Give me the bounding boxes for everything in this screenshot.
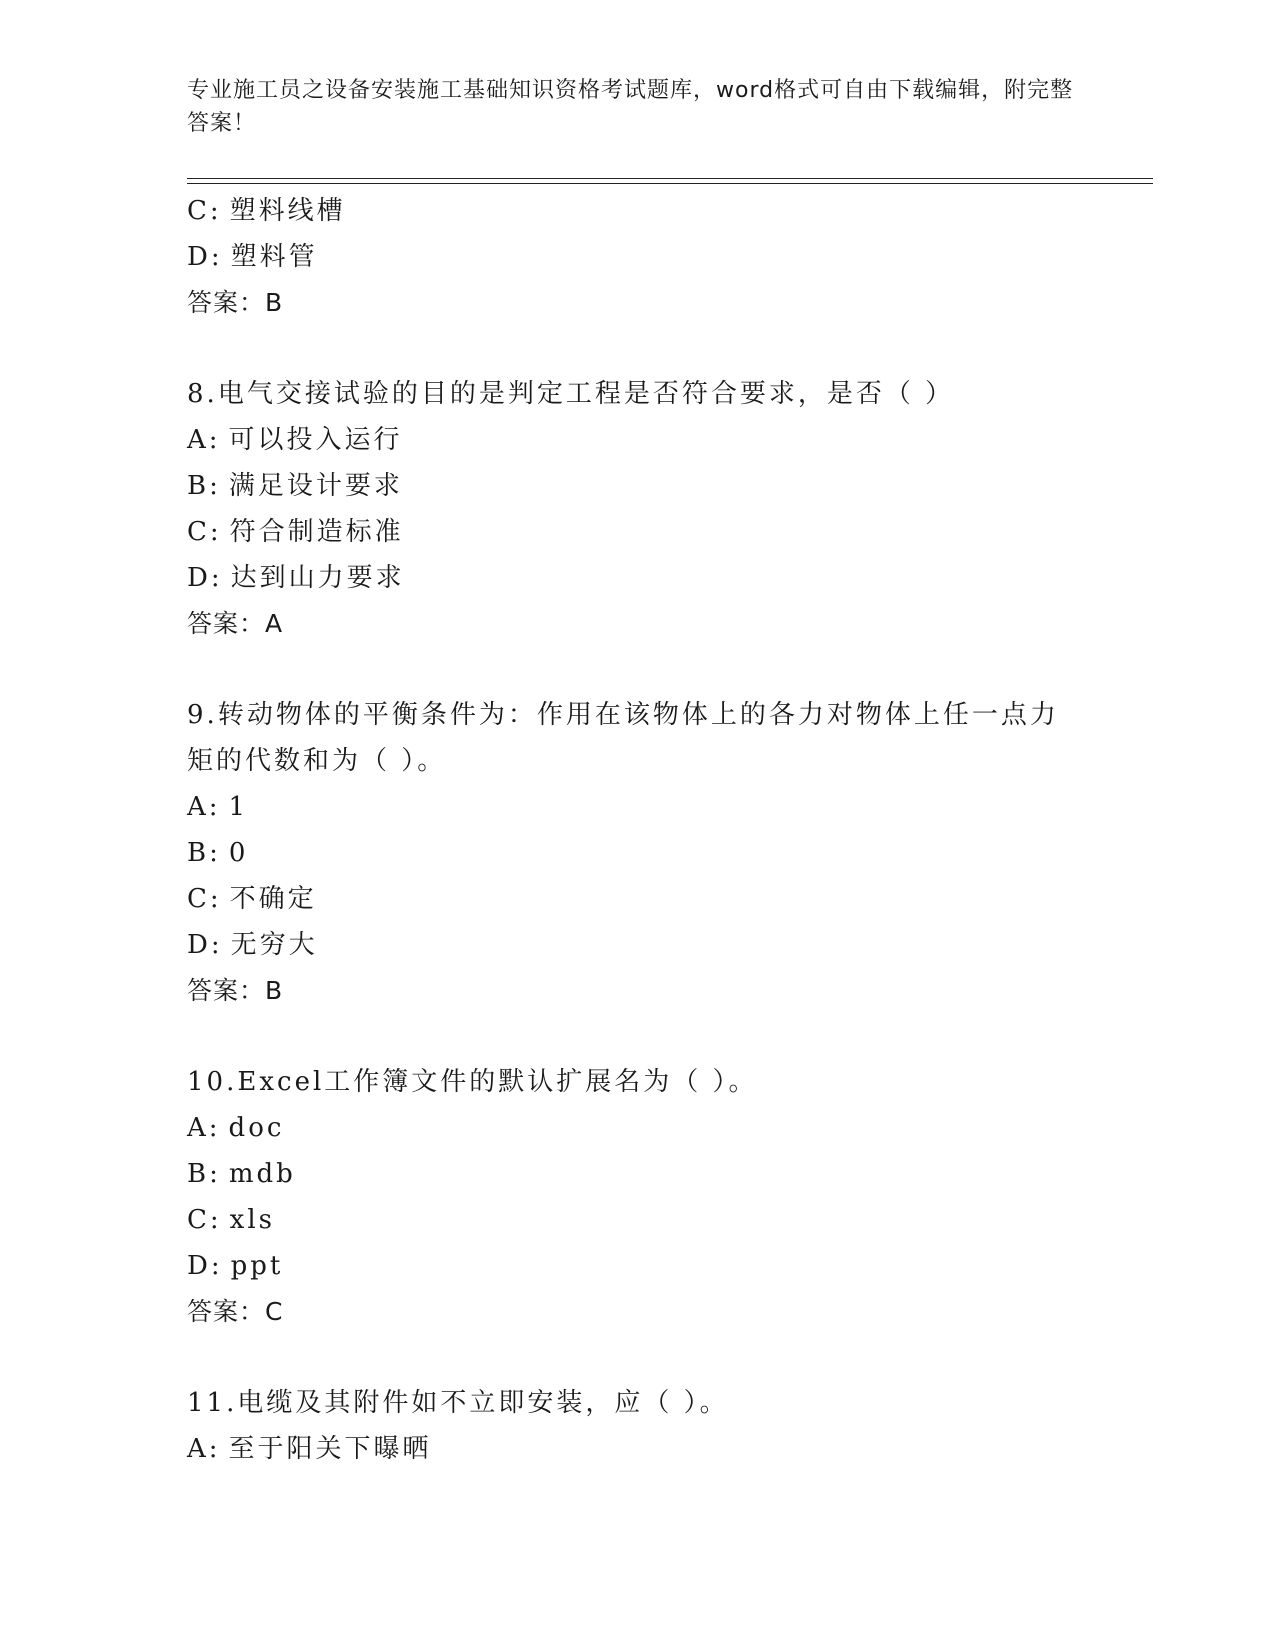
question-text: 转动物体的平衡条件为：作用在该物体上的各力对物体上任一点力矩的代数和为（ ）。: [187, 700, 1059, 776]
answer-label: 答案：: [187, 609, 266, 638]
option-c: C: 不确定: [187, 884, 317, 914]
option-text: doc: [228, 1113, 285, 1143]
answer-line: [187, 968, 1087, 1014]
option-d: D: 达到山力要求: [187, 563, 405, 593]
question-number: 10.: [187, 1067, 238, 1097]
answer-line: [187, 601, 1087, 647]
option-b: B: mdb: [187, 1159, 296, 1189]
answer-value: C: [265, 1297, 284, 1326]
option-text: 无穷大: [230, 930, 318, 960]
option-c: C: 符合制造标准: [187, 517, 404, 547]
option-text: 塑料管: [230, 242, 318, 272]
option-c: C: xls: [187, 1205, 275, 1235]
option-text: mdb: [228, 1159, 296, 1189]
question-text: Excel工作簿文件的默认扩展名为（ ）。: [237, 1067, 758, 1097]
option-d: D: ppt: [187, 1251, 284, 1281]
question-number: 8.: [187, 379, 218, 409]
answer-value: A: [265, 609, 284, 638]
option-key: C: [187, 1205, 210, 1235]
option-key: A: [187, 792, 209, 822]
question-title: [187, 371, 1067, 417]
question-11: [187, 1380, 1087, 1472]
option-text: 满足设计要求: [228, 471, 403, 501]
option-key: D: [187, 242, 211, 272]
option-d: D: 无穷大: [187, 930, 318, 960]
question-8: [187, 371, 1087, 647]
option-c: C: 塑料线槽: [187, 196, 346, 226]
header-rule-bottom: [187, 183, 1153, 184]
question-title: [187, 1059, 1067, 1105]
option-a: A: 至于阳关下曝晒: [187, 1434, 432, 1464]
option-text: 符合制造标准: [229, 517, 404, 547]
answer-label: 答案：: [187, 288, 266, 317]
option-text: 达到山力要求: [230, 563, 405, 593]
option-a: A: 可以投入运行: [187, 425, 403, 455]
option-key: C: [187, 884, 210, 914]
answer-line: [187, 280, 1087, 326]
option-text: 不确定: [229, 884, 317, 914]
prev-question: [187, 188, 1087, 326]
option-key: A: [187, 1434, 209, 1464]
option-b: B: 0: [187, 838, 249, 868]
option-text: 1: [228, 792, 249, 822]
option-key: D: [187, 930, 211, 960]
question-number: 11.: [187, 1388, 238, 1418]
option-key: A: [187, 425, 209, 455]
answer-label: 答案：: [187, 1297, 266, 1326]
option-key: D: [187, 1251, 211, 1281]
option-key: A: [187, 1113, 209, 1143]
option-text: 0: [228, 838, 249, 868]
option-key: B: [187, 838, 210, 868]
question-number: 9.: [187, 700, 218, 730]
question-10: [187, 1059, 1087, 1335]
document-header: 专业施工员之设备安装施工基础知识资格考试题库，word格式可自由下载编辑，附完整答案！: [187, 78, 1074, 136]
header-rule-top: [187, 178, 1153, 179]
option-a: A: 1: [187, 792, 249, 822]
option-key: B: [187, 471, 210, 501]
answer-value: B: [265, 976, 284, 1005]
option-text: ppt: [230, 1251, 284, 1281]
question-title: [187, 1380, 1067, 1426]
option-text: 塑料线槽: [229, 196, 346, 226]
answer-value: B: [265, 288, 284, 317]
answer-label: 答案：: [187, 976, 266, 1005]
option-a: A: doc: [187, 1113, 285, 1143]
question-text: 电缆及其附件如不立即安装，应（ ）。: [237, 1388, 729, 1418]
question-title: [187, 692, 1067, 784]
option-text: 至于阳关下曝晒: [228, 1434, 432, 1464]
option-text: xls: [229, 1205, 275, 1235]
option-key: D: [187, 563, 211, 593]
answer-line: [187, 1289, 1087, 1335]
option-key: C: [187, 196, 210, 226]
option-text: 可以投入运行: [228, 425, 403, 455]
option-key: B: [187, 1159, 210, 1189]
question-text: 电气交接试验的目的是判定工程是否符合要求，是否（ ）: [217, 379, 955, 409]
question-list: [187, 188, 1087, 1472]
option-b: B: 满足设计要求: [187, 471, 403, 501]
option-key: C: [187, 517, 210, 547]
option-d: D: 塑料管: [187, 242, 318, 272]
question-9: [187, 692, 1087, 1014]
